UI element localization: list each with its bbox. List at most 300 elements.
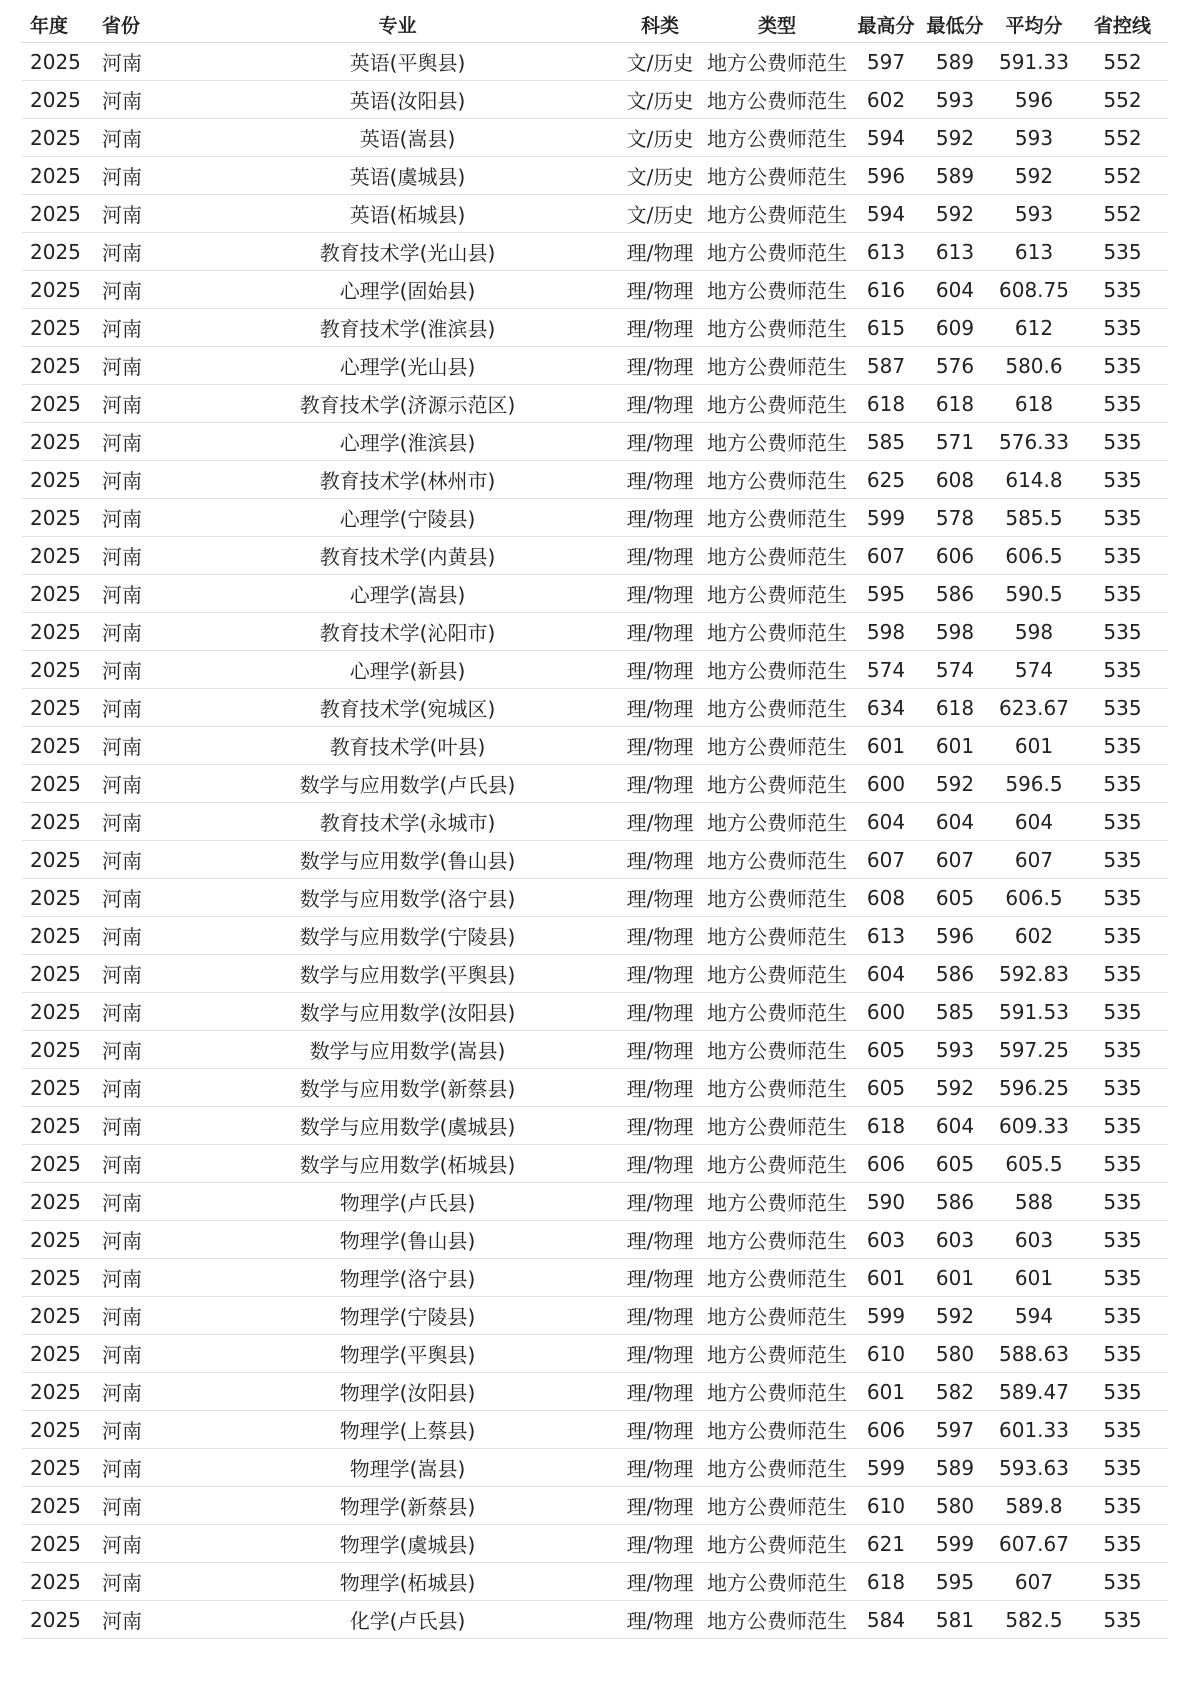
table-header bbox=[22, 6, 1168, 43]
cell-avg-score: 596.5 bbox=[991, 765, 1077, 803]
cell-type: 地方公费师范生 bbox=[701, 385, 853, 423]
cell-major: 心理学(新县) bbox=[176, 651, 619, 689]
table-row bbox=[22, 1183, 1168, 1221]
cell-province: 河南 bbox=[96, 537, 176, 575]
cell-province: 河南 bbox=[96, 1031, 176, 1069]
table-row bbox=[22, 157, 1168, 195]
cell-control-line: 535 bbox=[1077, 1411, 1168, 1449]
cell-min-score: 589 bbox=[919, 1449, 991, 1487]
cell-year: 2025 bbox=[22, 385, 96, 423]
cell-avg-score: 598 bbox=[991, 613, 1077, 651]
cell-province: 河南 bbox=[96, 43, 176, 81]
cell-year: 2025 bbox=[22, 233, 96, 271]
cell-avg-score: 612 bbox=[991, 309, 1077, 347]
cell-type: 地方公费师范生 bbox=[701, 195, 853, 233]
cell-province: 河南 bbox=[96, 81, 176, 119]
cell-min-score: 618 bbox=[919, 689, 991, 727]
header-year: 年度 bbox=[22, 6, 96, 43]
cell-province: 河南 bbox=[96, 879, 176, 917]
cell-type: 地方公费师范生 bbox=[701, 233, 853, 271]
cell-year: 2025 bbox=[22, 917, 96, 955]
cell-max-score: 602 bbox=[853, 81, 919, 119]
cell-subject: 理/物理 bbox=[619, 955, 701, 993]
table-row bbox=[22, 1449, 1168, 1487]
cell-subject: 理/物理 bbox=[619, 841, 701, 879]
cell-avg-score: 606.5 bbox=[991, 537, 1077, 575]
cell-avg-score: 601 bbox=[991, 727, 1077, 765]
cell-type: 地方公费师范生 bbox=[701, 1107, 853, 1145]
cell-min-score: 604 bbox=[919, 271, 991, 309]
cell-min-score: 595 bbox=[919, 1563, 991, 1601]
cell-province: 河南 bbox=[96, 1221, 176, 1259]
cell-min-score: 593 bbox=[919, 81, 991, 119]
cell-avg-score: 607.67 bbox=[991, 1525, 1077, 1563]
cell-subject: 理/物理 bbox=[619, 271, 701, 309]
cell-type: 地方公费师范生 bbox=[701, 271, 853, 309]
cell-subject: 理/物理 bbox=[619, 423, 701, 461]
cell-province: 河南 bbox=[96, 385, 176, 423]
cell-max-score: 599 bbox=[853, 1297, 919, 1335]
cell-major: 物理学(平舆县) bbox=[176, 1335, 619, 1373]
cell-major: 物理学(上蔡县) bbox=[176, 1411, 619, 1449]
cell-subject: 理/物理 bbox=[619, 1221, 701, 1259]
cell-control-line: 552 bbox=[1077, 119, 1168, 157]
cell-subject: 理/物理 bbox=[619, 499, 701, 537]
table-row bbox=[22, 575, 1168, 613]
table-row bbox=[22, 499, 1168, 537]
cell-type: 地方公费师范生 bbox=[701, 81, 853, 119]
cell-type: 地方公费师范生 bbox=[701, 461, 853, 499]
cell-type: 地方公费师范生 bbox=[701, 499, 853, 537]
cell-min-score: 604 bbox=[919, 803, 991, 841]
cell-type: 地方公费师范生 bbox=[701, 1563, 853, 1601]
cell-max-score: 610 bbox=[853, 1335, 919, 1373]
cell-major: 物理学(柘城县) bbox=[176, 1563, 619, 1601]
cell-major: 教育技术学(叶县) bbox=[176, 727, 619, 765]
cell-avg-score: 606.5 bbox=[991, 879, 1077, 917]
cell-year: 2025 bbox=[22, 1411, 96, 1449]
cell-major: 心理学(固始县) bbox=[176, 271, 619, 309]
cell-avg-score: 593.63 bbox=[991, 1449, 1077, 1487]
cell-type: 地方公费师范生 bbox=[701, 1031, 853, 1069]
cell-min-score: 597 bbox=[919, 1411, 991, 1449]
table-row bbox=[22, 841, 1168, 879]
cell-year: 2025 bbox=[22, 993, 96, 1031]
cell-province: 河南 bbox=[96, 309, 176, 347]
cell-province: 河南 bbox=[96, 1183, 176, 1221]
cell-major: 英语(嵩县) bbox=[176, 119, 619, 157]
cell-type: 地方公费师范生 bbox=[701, 309, 853, 347]
table-row bbox=[22, 43, 1168, 81]
header-province: 省份 bbox=[96, 6, 176, 43]
cell-type: 地方公费师范生 bbox=[701, 803, 853, 841]
cell-max-score: 598 bbox=[853, 613, 919, 651]
cell-control-line: 535 bbox=[1077, 1601, 1168, 1639]
table-row bbox=[22, 651, 1168, 689]
cell-province: 河南 bbox=[96, 1525, 176, 1563]
cell-type: 地方公费师范生 bbox=[701, 1297, 853, 1335]
cell-min-score: 580 bbox=[919, 1335, 991, 1373]
table-row bbox=[22, 461, 1168, 499]
cell-avg-score: 613 bbox=[991, 233, 1077, 271]
cell-type: 地方公费师范生 bbox=[701, 993, 853, 1031]
cell-control-line: 535 bbox=[1077, 347, 1168, 385]
table-row bbox=[22, 1411, 1168, 1449]
cell-subject: 理/物理 bbox=[619, 1563, 701, 1601]
cell-min-score: 589 bbox=[919, 157, 991, 195]
cell-major: 教育技术学(光山县) bbox=[176, 233, 619, 271]
cell-major: 教育技术学(林州市) bbox=[176, 461, 619, 499]
cell-min-score: 581 bbox=[919, 1601, 991, 1639]
cell-year: 2025 bbox=[22, 1031, 96, 1069]
cell-max-score: 599 bbox=[853, 499, 919, 537]
cell-type: 地方公费师范生 bbox=[701, 1525, 853, 1563]
cell-control-line: 535 bbox=[1077, 1563, 1168, 1601]
cell-control-line: 535 bbox=[1077, 1145, 1168, 1183]
cell-type: 地方公费师范生 bbox=[701, 347, 853, 385]
cell-min-score: 586 bbox=[919, 575, 991, 613]
header-min-score: 最低分 bbox=[919, 6, 991, 43]
cell-province: 河南 bbox=[96, 1373, 176, 1411]
cell-min-score: 578 bbox=[919, 499, 991, 537]
cell-max-score: 610 bbox=[853, 1487, 919, 1525]
cell-major: 物理学(嵩县) bbox=[176, 1449, 619, 1487]
cell-avg-score: 593 bbox=[991, 119, 1077, 157]
cell-major: 教育技术学(永城市) bbox=[176, 803, 619, 841]
cell-type: 地方公费师范生 bbox=[701, 423, 853, 461]
cell-min-score: 605 bbox=[919, 879, 991, 917]
cell-year: 2025 bbox=[22, 1221, 96, 1259]
cell-control-line: 535 bbox=[1077, 993, 1168, 1031]
cell-max-score: 615 bbox=[853, 309, 919, 347]
cell-type: 地方公费师范生 bbox=[701, 765, 853, 803]
cell-type: 地方公费师范生 bbox=[701, 613, 853, 651]
cell-control-line: 552 bbox=[1077, 81, 1168, 119]
cell-max-score: 600 bbox=[853, 765, 919, 803]
cell-year: 2025 bbox=[22, 613, 96, 651]
cell-avg-score: 589.47 bbox=[991, 1373, 1077, 1411]
cell-major: 数学与应用数学(平舆县) bbox=[176, 955, 619, 993]
cell-type: 地方公费师范生 bbox=[701, 841, 853, 879]
cell-type: 地方公费师范生 bbox=[701, 1335, 853, 1373]
cell-min-score: 606 bbox=[919, 537, 991, 575]
cell-subject: 理/物理 bbox=[619, 727, 701, 765]
cell-max-score: 616 bbox=[853, 271, 919, 309]
cell-subject: 理/物理 bbox=[619, 993, 701, 1031]
cell-control-line: 535 bbox=[1077, 271, 1168, 309]
cell-subject: 理/物理 bbox=[619, 765, 701, 803]
cell-max-score: 594 bbox=[853, 119, 919, 157]
cell-year: 2025 bbox=[22, 803, 96, 841]
cell-max-score: 618 bbox=[853, 385, 919, 423]
cell-min-score: 582 bbox=[919, 1373, 991, 1411]
cell-subject: 理/物理 bbox=[619, 917, 701, 955]
table-row bbox=[22, 309, 1168, 347]
cell-avg-score: 601 bbox=[991, 1259, 1077, 1297]
cell-avg-score: 576.33 bbox=[991, 423, 1077, 461]
cell-province: 河南 bbox=[96, 1145, 176, 1183]
cell-min-score: 598 bbox=[919, 613, 991, 651]
cell-min-score: 613 bbox=[919, 233, 991, 271]
cell-major: 英语(虞城县) bbox=[176, 157, 619, 195]
cell-avg-score: 623.67 bbox=[991, 689, 1077, 727]
cell-min-score: 585 bbox=[919, 993, 991, 1031]
cell-control-line: 535 bbox=[1077, 1525, 1168, 1563]
cell-min-score: 574 bbox=[919, 651, 991, 689]
cell-avg-score: 604 bbox=[991, 803, 1077, 841]
cell-subject: 理/物理 bbox=[619, 1031, 701, 1069]
cell-year: 2025 bbox=[22, 347, 96, 385]
cell-avg-score: 593 bbox=[991, 195, 1077, 233]
cell-type: 地方公费师范生 bbox=[701, 537, 853, 575]
cell-type: 地方公费师范生 bbox=[701, 1373, 853, 1411]
cell-max-score: 604 bbox=[853, 955, 919, 993]
admission-scores-table-container bbox=[22, 6, 1168, 1639]
cell-max-score: 603 bbox=[853, 1221, 919, 1259]
table-row bbox=[22, 1145, 1168, 1183]
cell-type: 地方公费师范生 bbox=[701, 1183, 853, 1221]
cell-major: 物理学(宁陵县) bbox=[176, 1297, 619, 1335]
cell-major: 数学与应用数学(新蔡县) bbox=[176, 1069, 619, 1107]
cell-max-score: 618 bbox=[853, 1563, 919, 1601]
cell-min-score: 592 bbox=[919, 119, 991, 157]
cell-max-score: 618 bbox=[853, 1107, 919, 1145]
cell-min-score: 604 bbox=[919, 1107, 991, 1145]
cell-subject: 理/物理 bbox=[619, 537, 701, 575]
cell-year: 2025 bbox=[22, 689, 96, 727]
cell-year: 2025 bbox=[22, 1335, 96, 1373]
cell-min-score: 580 bbox=[919, 1487, 991, 1525]
cell-year: 2025 bbox=[22, 81, 96, 119]
cell-major: 数学与应用数学(洛宁县) bbox=[176, 879, 619, 917]
cell-control-line: 535 bbox=[1077, 917, 1168, 955]
table-row bbox=[22, 993, 1168, 1031]
header-subject: 科类 bbox=[619, 6, 701, 43]
cell-province: 河南 bbox=[96, 157, 176, 195]
cell-max-score: 613 bbox=[853, 233, 919, 271]
cell-type: 地方公费师范生 bbox=[701, 575, 853, 613]
cell-year: 2025 bbox=[22, 879, 96, 917]
table-row bbox=[22, 1297, 1168, 1335]
cell-min-score: 618 bbox=[919, 385, 991, 423]
table-row bbox=[22, 1335, 1168, 1373]
header-max-score: 最高分 bbox=[853, 6, 919, 43]
cell-province: 河南 bbox=[96, 347, 176, 385]
cell-major: 数学与应用数学(虞城县) bbox=[176, 1107, 619, 1145]
cell-control-line: 535 bbox=[1077, 537, 1168, 575]
cell-avg-score: 607 bbox=[991, 841, 1077, 879]
table-row bbox=[22, 1069, 1168, 1107]
cell-type: 地方公费师范生 bbox=[701, 651, 853, 689]
cell-min-score: 592 bbox=[919, 1069, 991, 1107]
cell-type: 地方公费师范生 bbox=[701, 43, 853, 81]
cell-type: 地方公费师范生 bbox=[701, 1411, 853, 1449]
cell-major: 心理学(宁陵县) bbox=[176, 499, 619, 537]
cell-year: 2025 bbox=[22, 651, 96, 689]
table-row bbox=[22, 879, 1168, 917]
cell-major: 化学(卢氏县) bbox=[176, 1601, 619, 1639]
cell-max-score: 607 bbox=[853, 841, 919, 879]
cell-province: 河南 bbox=[96, 119, 176, 157]
cell-avg-score: 590.5 bbox=[991, 575, 1077, 613]
cell-subject: 理/物理 bbox=[619, 1335, 701, 1373]
cell-avg-score: 588.63 bbox=[991, 1335, 1077, 1373]
cell-control-line: 535 bbox=[1077, 1487, 1168, 1525]
cell-avg-score: 605.5 bbox=[991, 1145, 1077, 1183]
cell-province: 河南 bbox=[96, 499, 176, 537]
cell-province: 河南 bbox=[96, 955, 176, 993]
cell-min-score: 589 bbox=[919, 43, 991, 81]
cell-max-score: 600 bbox=[853, 993, 919, 1031]
cell-major: 物理学(虞城县) bbox=[176, 1525, 619, 1563]
cell-province: 河南 bbox=[96, 1601, 176, 1639]
cell-province: 河南 bbox=[96, 233, 176, 271]
cell-province: 河南 bbox=[96, 1449, 176, 1487]
cell-major: 教育技术学(宛城区) bbox=[176, 689, 619, 727]
cell-control-line: 535 bbox=[1077, 1335, 1168, 1373]
cell-year: 2025 bbox=[22, 157, 96, 195]
cell-type: 地方公费师范生 bbox=[701, 727, 853, 765]
cell-min-score: 608 bbox=[919, 461, 991, 499]
cell-control-line: 535 bbox=[1077, 1107, 1168, 1145]
cell-avg-score: 574 bbox=[991, 651, 1077, 689]
cell-control-line: 535 bbox=[1077, 233, 1168, 271]
cell-avg-score: 607 bbox=[991, 1563, 1077, 1601]
cell-avg-score: 597.25 bbox=[991, 1031, 1077, 1069]
cell-year: 2025 bbox=[22, 1601, 96, 1639]
table-row bbox=[22, 1373, 1168, 1411]
table-row bbox=[22, 1601, 1168, 1639]
cell-year: 2025 bbox=[22, 461, 96, 499]
cell-major: 物理学(卢氏县) bbox=[176, 1183, 619, 1221]
cell-max-score: 607 bbox=[853, 537, 919, 575]
cell-subject: 理/物理 bbox=[619, 1411, 701, 1449]
table-row bbox=[22, 1031, 1168, 1069]
cell-max-score: 613 bbox=[853, 917, 919, 955]
cell-control-line: 535 bbox=[1077, 1297, 1168, 1335]
table-row bbox=[22, 613, 1168, 651]
cell-subject: 理/物理 bbox=[619, 1259, 701, 1297]
cell-max-score: 590 bbox=[853, 1183, 919, 1221]
cell-year: 2025 bbox=[22, 727, 96, 765]
cell-max-score: 604 bbox=[853, 803, 919, 841]
cell-max-score: 601 bbox=[853, 1259, 919, 1297]
cell-avg-score: 614.8 bbox=[991, 461, 1077, 499]
cell-year: 2025 bbox=[22, 575, 96, 613]
cell-province: 河南 bbox=[96, 651, 176, 689]
cell-year: 2025 bbox=[22, 119, 96, 157]
cell-control-line: 535 bbox=[1077, 803, 1168, 841]
cell-major: 英语(平舆县) bbox=[176, 43, 619, 81]
cell-type: 地方公费师范生 bbox=[701, 1145, 853, 1183]
cell-min-score: 592 bbox=[919, 195, 991, 233]
cell-province: 河南 bbox=[96, 1107, 176, 1145]
table-row bbox=[22, 537, 1168, 575]
cell-control-line: 535 bbox=[1077, 423, 1168, 461]
cell-major: 英语(柘城县) bbox=[176, 195, 619, 233]
cell-major: 心理学(嵩县) bbox=[176, 575, 619, 613]
cell-avg-score: 596 bbox=[991, 81, 1077, 119]
cell-province: 河南 bbox=[96, 689, 176, 727]
cell-subject: 理/物理 bbox=[619, 461, 701, 499]
table-row bbox=[22, 1525, 1168, 1563]
cell-avg-score: 585.5 bbox=[991, 499, 1077, 537]
cell-subject: 理/物理 bbox=[619, 347, 701, 385]
cell-subject: 理/物理 bbox=[619, 1487, 701, 1525]
table-row bbox=[22, 1259, 1168, 1297]
cell-province: 河南 bbox=[96, 1411, 176, 1449]
cell-year: 2025 bbox=[22, 195, 96, 233]
cell-major: 教育技术学(济源示范区) bbox=[176, 385, 619, 423]
cell-type: 地方公费师范生 bbox=[701, 157, 853, 195]
cell-province: 河南 bbox=[96, 841, 176, 879]
cell-year: 2025 bbox=[22, 499, 96, 537]
header-control-line: 省控线 bbox=[1077, 6, 1168, 43]
cell-avg-score: 601.33 bbox=[991, 1411, 1077, 1449]
cell-min-score: 576 bbox=[919, 347, 991, 385]
cell-max-score: 634 bbox=[853, 689, 919, 727]
cell-avg-score: 596.25 bbox=[991, 1069, 1077, 1107]
header-type: 类型 bbox=[701, 6, 853, 43]
table-row bbox=[22, 423, 1168, 461]
table-row bbox=[22, 803, 1168, 841]
cell-major: 数学与应用数学(鲁山县) bbox=[176, 841, 619, 879]
cell-province: 河南 bbox=[96, 803, 176, 841]
cell-year: 2025 bbox=[22, 1373, 96, 1411]
cell-max-score: 606 bbox=[853, 1411, 919, 1449]
cell-min-score: 586 bbox=[919, 1183, 991, 1221]
cell-province: 河南 bbox=[96, 993, 176, 1031]
cell-subject: 理/物理 bbox=[619, 1107, 701, 1145]
cell-max-score: 605 bbox=[853, 1031, 919, 1069]
cell-min-score: 592 bbox=[919, 1297, 991, 1335]
cell-avg-score: 582.5 bbox=[991, 1601, 1077, 1639]
cell-control-line: 552 bbox=[1077, 195, 1168, 233]
cell-year: 2025 bbox=[22, 765, 96, 803]
cell-subject: 理/物理 bbox=[619, 1145, 701, 1183]
cell-avg-score: 594 bbox=[991, 1297, 1077, 1335]
cell-province: 河南 bbox=[96, 613, 176, 651]
cell-subject: 理/物理 bbox=[619, 651, 701, 689]
cell-year: 2025 bbox=[22, 1525, 96, 1563]
cell-max-score: 585 bbox=[853, 423, 919, 461]
cell-year: 2025 bbox=[22, 43, 96, 81]
cell-subject: 理/物理 bbox=[619, 233, 701, 271]
cell-min-score: 586 bbox=[919, 955, 991, 993]
cell-control-line: 535 bbox=[1077, 309, 1168, 347]
table-row bbox=[22, 917, 1168, 955]
cell-control-line: 535 bbox=[1077, 499, 1168, 537]
cell-province: 河南 bbox=[96, 1335, 176, 1373]
cell-major: 数学与应用数学(卢氏县) bbox=[176, 765, 619, 803]
cell-avg-score: 608.75 bbox=[991, 271, 1077, 309]
cell-province: 河南 bbox=[96, 1563, 176, 1601]
cell-subject: 理/物理 bbox=[619, 1525, 701, 1563]
cell-min-score: 605 bbox=[919, 1145, 991, 1183]
header-row bbox=[22, 6, 1168, 43]
cell-control-line: 535 bbox=[1077, 1449, 1168, 1487]
cell-max-score: 587 bbox=[853, 347, 919, 385]
cell-control-line: 535 bbox=[1077, 727, 1168, 765]
cell-major: 教育技术学(淮滨县) bbox=[176, 309, 619, 347]
cell-max-score: 599 bbox=[853, 1449, 919, 1487]
cell-type: 地方公费师范生 bbox=[701, 1259, 853, 1297]
cell-year: 2025 bbox=[22, 423, 96, 461]
cell-province: 河南 bbox=[96, 1069, 176, 1107]
cell-province: 河南 bbox=[96, 271, 176, 309]
cell-subject: 理/物理 bbox=[619, 1069, 701, 1107]
cell-subject: 理/物理 bbox=[619, 309, 701, 347]
